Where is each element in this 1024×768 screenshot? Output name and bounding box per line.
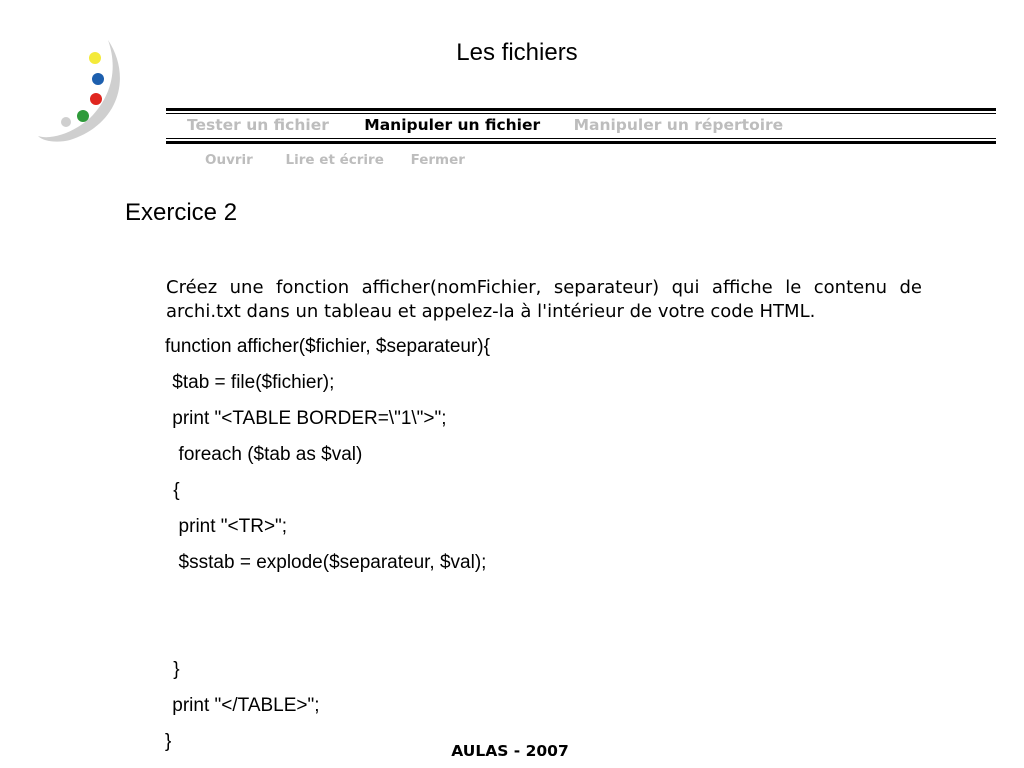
code-line: $sstab = explode($separateur, $val); bbox=[168, 552, 487, 573]
code-line: } bbox=[168, 659, 180, 680]
code-line: } bbox=[165, 731, 172, 752]
code-line: function afficher($fichier, $separateur){ bbox=[165, 336, 490, 357]
top-rule-thick bbox=[166, 108, 996, 111]
bottom-rule-thick bbox=[166, 141, 996, 144]
slide-title: Les fichiers bbox=[456, 39, 578, 66]
subtab-ouvrir[interactable]: Ouvrir bbox=[205, 152, 253, 168]
subtab-fermer[interactable]: Fermer bbox=[410, 152, 465, 168]
exercise-instruction: Créez une fonction afficher(nomFichier, separateur) qui affiche le contenu de archi.txt dans un tableau et appelez-la à l'intérieur de votre code HTML. bbox=[166, 277, 922, 322]
code-line: print "<TABLE BORDER=\"1\">"; bbox=[167, 408, 447, 429]
bottom-rule-thin bbox=[166, 138, 996, 139]
subtab-bar bbox=[205, 152, 465, 168]
tab-tester-un-fichier[interactable]: Tester un fichier bbox=[187, 116, 329, 134]
footer-text: AULAS - 2007 bbox=[451, 742, 569, 760]
top-rule-thin bbox=[166, 113, 996, 114]
tab-manipuler-un-fichier[interactable]: Manipuler un fichier bbox=[364, 116, 541, 134]
code-line: { bbox=[168, 480, 180, 501]
exercise-heading: Exercice 2 bbox=[125, 199, 238, 226]
tab-manipuler-un-repertoire[interactable]: Manipuler un répertoire bbox=[573, 116, 784, 134]
code-line: $tab = file($fichier); bbox=[167, 372, 335, 393]
code-line: foreach ($tab as $val) bbox=[168, 444, 363, 465]
tab-bar bbox=[187, 116, 783, 134]
code-line: print "</TABLE>"; bbox=[167, 695, 320, 716]
code-line: print "<TR>"; bbox=[168, 516, 288, 537]
subtab-lire-et-ecrire[interactable]: Lire et écrire bbox=[285, 152, 384, 168]
